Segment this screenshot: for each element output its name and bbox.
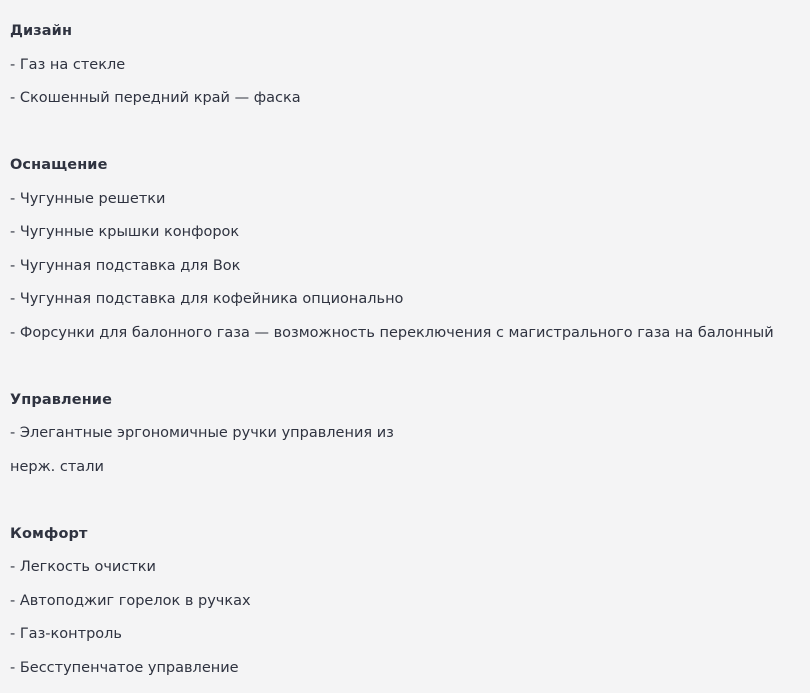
- list-item-continuation: нерж. стали: [10, 458, 104, 475]
- section-heading-controls: Управление: [10, 391, 113, 408]
- section-heading-comfort: Комфорт: [10, 525, 88, 542]
- list-item: - Чугунные решетки: [10, 190, 166, 207]
- section-spacer: [10, 484, 805, 518]
- list-item: - Автоподжиг горелок в ручках: [10, 592, 251, 609]
- section-spacer: [10, 350, 805, 384]
- section-spacer: [10, 116, 805, 150]
- list-item: - Чугунные крышки конфорок: [10, 224, 240, 240]
- section-heading-design: Дизайн: [10, 23, 73, 39]
- list-item: - Скошенный передний край — фаска: [10, 90, 301, 106]
- list-item: - Легкость очистки: [10, 559, 156, 575]
- section-heading-equipment: Оснащение: [10, 157, 108, 173]
- list-item: - Чугунная подставка для Вок: [10, 257, 241, 274]
- list-item: - Бесступенчатое управление: [10, 659, 239, 676]
- list-item: - Газ-контроль: [10, 626, 122, 642]
- list-item: - Форсунки для балонного газа — возможность переключения с магистрального газа на балонный: [10, 324, 774, 341]
- list-item: - Чугунная подставка для кофейника опционально: [10, 291, 404, 307]
- list-item: - Элегантные эргономичные ручки управления из: [10, 425, 394, 441]
- specs-content: [10, 0, 805, 685]
- list-item: - Газ на стекле: [10, 56, 126, 73]
